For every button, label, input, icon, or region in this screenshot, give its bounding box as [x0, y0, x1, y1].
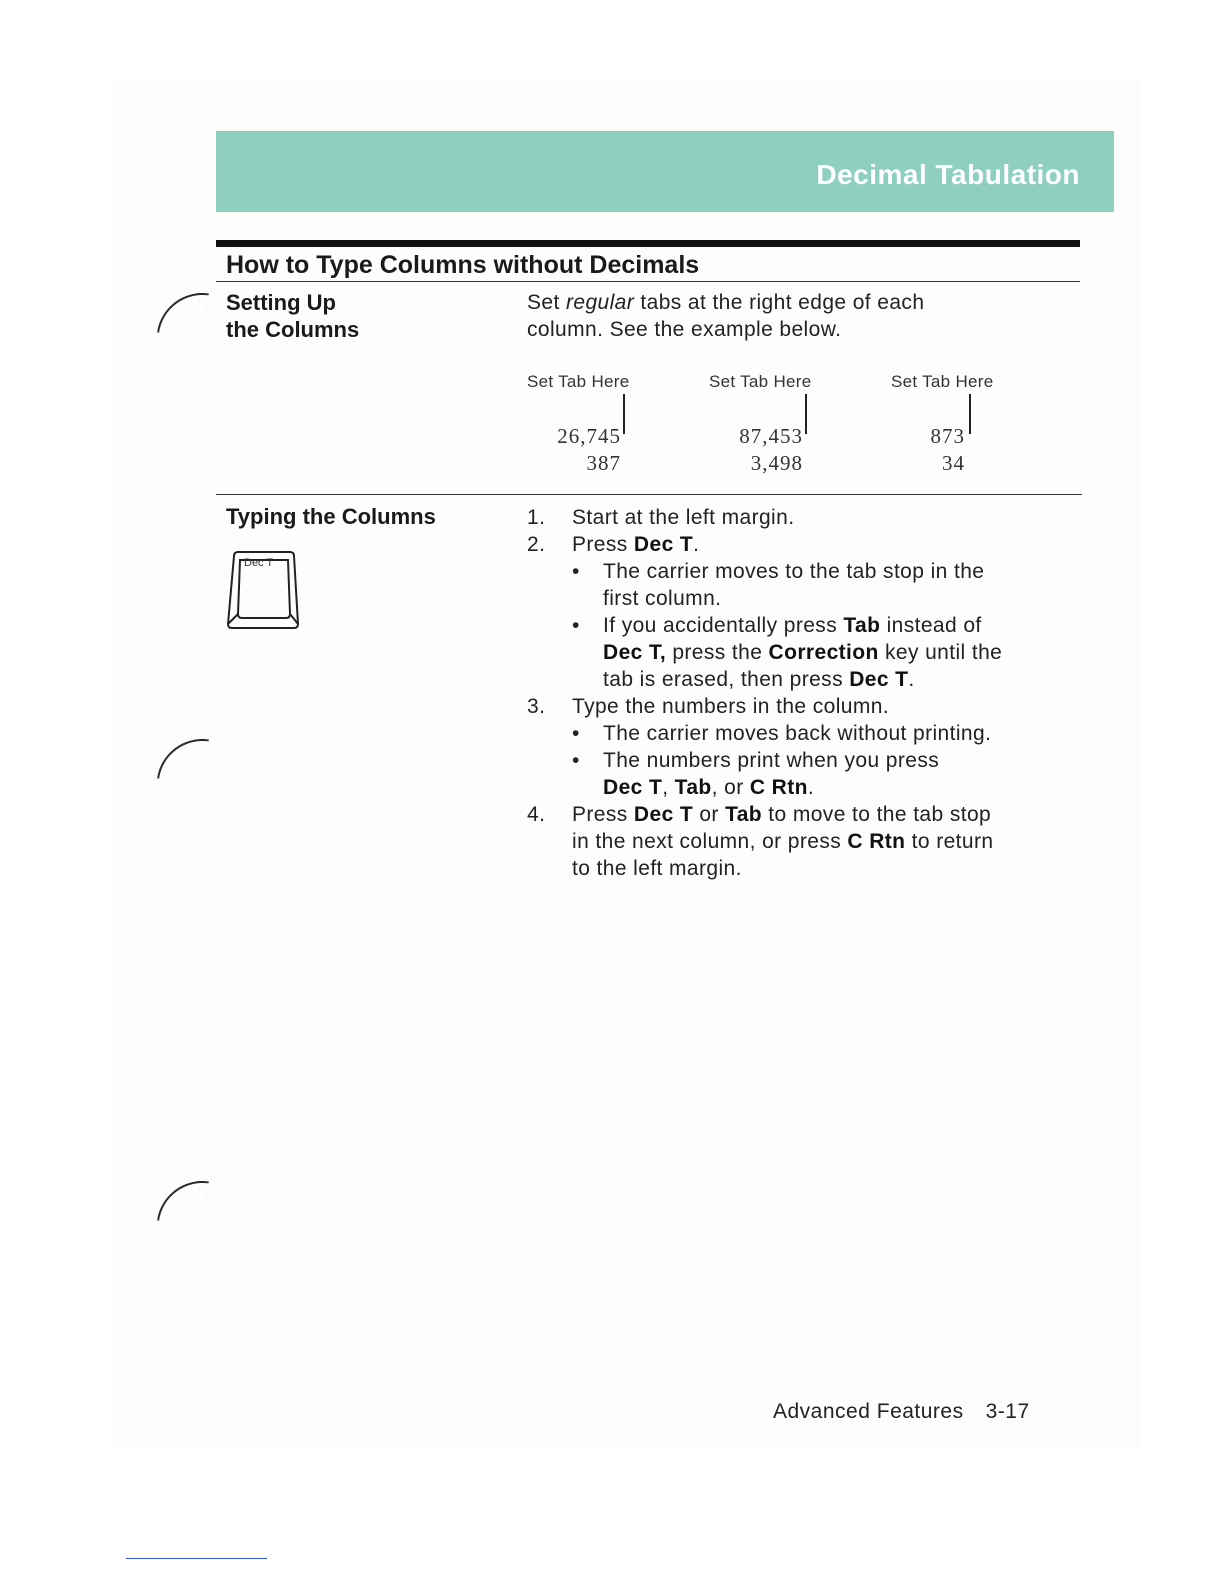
example-number: 87,453	[739, 424, 803, 448]
example-number: 387	[586, 451, 621, 475]
header-banner	[216, 131, 1114, 212]
step-number: 4.	[527, 803, 546, 826]
tab-label: Set Tab Here	[891, 372, 994, 391]
text-line: column. See the example below.	[527, 318, 842, 341]
step-text: Press Dec T or Tab to move to the tab stop in the next column, or press C Rtn to return to the left margin.	[572, 803, 994, 880]
step-number: 2.	[527, 533, 546, 556]
example-number: 873	[930, 424, 965, 448]
page-number: 3-17	[985, 1400, 1030, 1423]
bullet-item: • The carrier moves back without printing.	[572, 722, 992, 745]
bullet-icon: •	[572, 722, 580, 745]
step-text: Start at the left margin.	[572, 506, 795, 529]
tab-label: Set Tab Here	[527, 372, 630, 391]
example-number: 3,498	[750, 451, 803, 475]
bullet-icon: •	[572, 749, 580, 772]
steps-list	[527, 504, 1087, 882]
example-column	[527, 372, 697, 475]
tab-label: Set Tab Here	[709, 372, 812, 391]
text-line: Set regular tabs at the right edge of each	[527, 291, 925, 314]
step-item	[527, 531, 1087, 558]
step-text: Press Dec T.	[572, 533, 700, 556]
bullet-icon: •	[572, 560, 580, 583]
bullet-item: • The numbers print when you press Dec T, Tab, or C Rtn.	[572, 749, 940, 799]
heading-line: the Columns	[226, 317, 360, 342]
key-label: Dec T	[244, 557, 274, 569]
tab-marker	[969, 394, 971, 434]
tab-marker	[623, 394, 625, 434]
page-footer	[773, 1400, 1030, 1424]
section-divider-thick	[216, 240, 1080, 247]
step-item	[527, 801, 1087, 882]
setting-up-text	[527, 289, 1067, 343]
example-column	[709, 372, 879, 475]
example-number: 26,745	[557, 424, 621, 448]
bullet-item: • If you accidentally press Tab instead of Dec T, press the Correction key until the tab is erased, then press Dec T.	[572, 614, 1003, 691]
step-number: 3.	[527, 695, 546, 718]
section-divider	[216, 281, 1080, 282]
example-number: 34	[942, 451, 965, 475]
section-title: How to Type Columns without Decimals	[226, 251, 700, 279]
step-number: 1.	[527, 506, 546, 529]
step-item	[527, 504, 1087, 531]
bullet-item: • The carrier moves to the tab stop in the first column.	[572, 560, 985, 610]
step-item	[527, 693, 1087, 720]
step-text: Type the numbers in the column.	[572, 695, 890, 718]
banner-title: Decimal Tabulation	[816, 159, 1080, 190]
tab-marker	[805, 394, 807, 434]
setting-up-heading	[226, 289, 359, 343]
scan-edge-line	[126, 1558, 267, 1559]
emphasis: regular	[565, 291, 635, 314]
typing-heading: Typing the Columns	[226, 504, 436, 529]
footer-section: Advanced Features	[773, 1400, 964, 1423]
section-divider	[216, 494, 1082, 495]
example-column	[891, 372, 1061, 475]
bullet-icon: •	[572, 614, 580, 637]
heading-line: Setting Up	[226, 290, 336, 315]
